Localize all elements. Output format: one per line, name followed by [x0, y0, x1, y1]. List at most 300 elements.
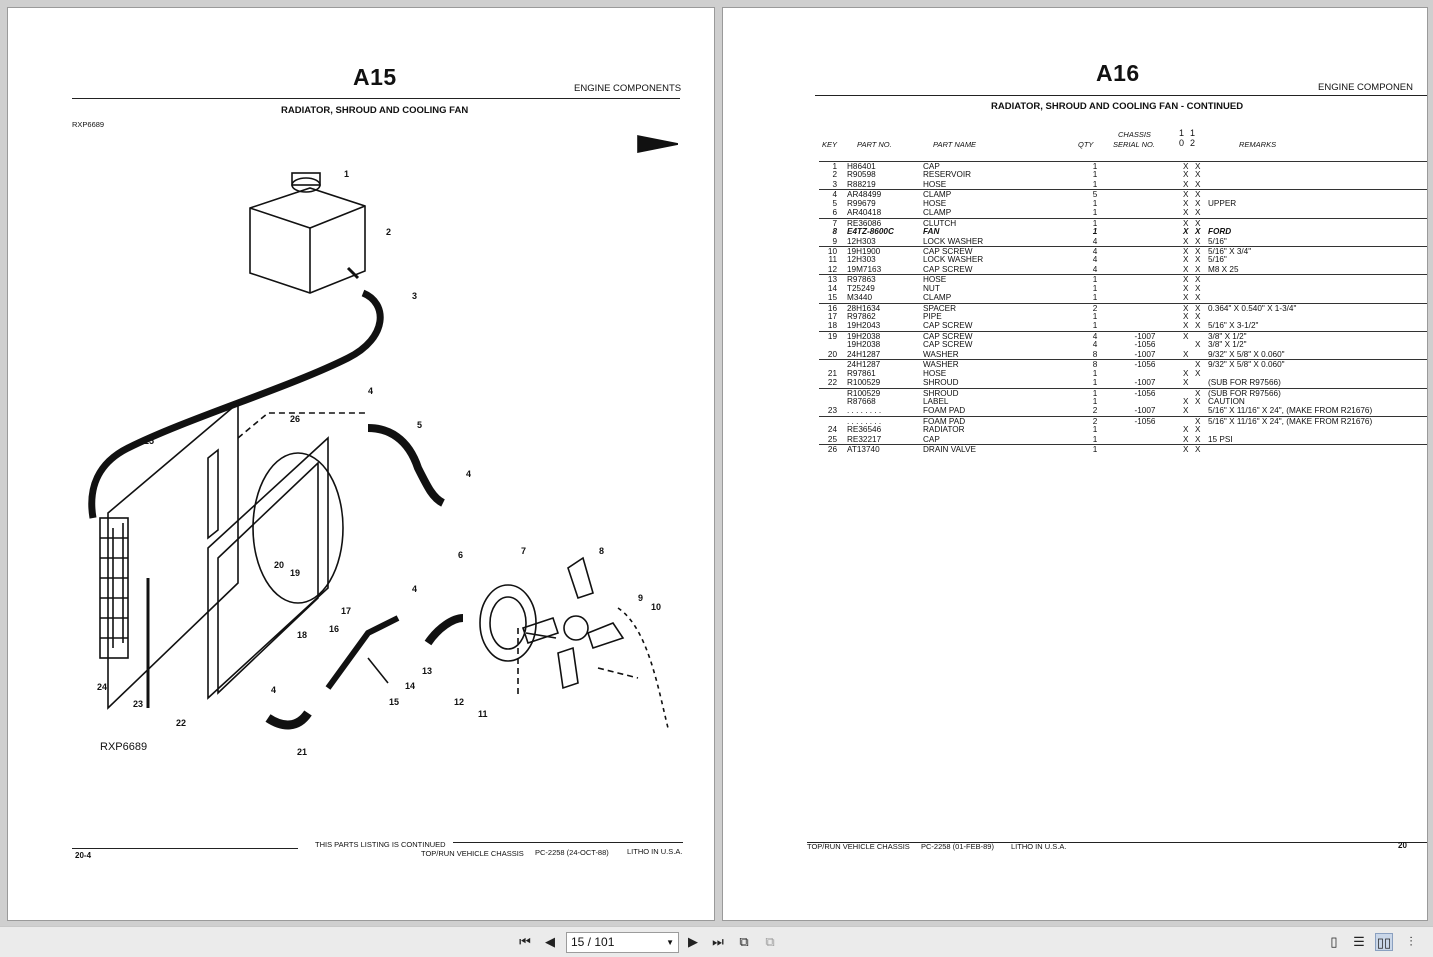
cell-qty: 1	[1092, 378, 1098, 388]
cell-x1: X	[1183, 378, 1189, 388]
cell-x1: X	[1183, 255, 1189, 265]
cell-x2: X	[1195, 388, 1201, 398]
table-row	[819, 274, 1428, 283]
rotate-icon[interactable]: ⧉	[739, 934, 749, 949]
cell-part: 19H1900	[847, 246, 881, 256]
page-title: A15	[353, 64, 397, 90]
cell-x2: X	[1195, 208, 1201, 218]
cell-x2: X	[1195, 170, 1201, 180]
section-subtitle: RADIATOR, SHROUD AND COOLING FAN - CONTINUED	[991, 101, 1244, 112]
table-row	[819, 265, 1428, 274]
direction-arrow-icon	[638, 136, 678, 152]
cell-name: LOCK WASHER	[923, 255, 984, 265]
cell-remarks: 0.364" X 0.540" X 1-3/4"	[1208, 303, 1297, 313]
cell-name: CAP	[923, 162, 940, 171]
cell-key: 22	[827, 378, 837, 388]
cell-qty: 1	[1092, 198, 1098, 208]
cell-x1: X	[1183, 170, 1189, 180]
callout-1: 1	[344, 169, 350, 179]
spread-icon[interactable]: ⫶	[1409, 934, 1413, 949]
cell-qty: 1	[1092, 218, 1098, 228]
cell-qty: 1	[1092, 179, 1098, 189]
cell-name: SHROUD	[923, 378, 959, 388]
cell-qty: 1	[1092, 368, 1098, 378]
cell-x2: X	[1195, 340, 1201, 350]
cell-name: LABEL	[923, 396, 949, 406]
cell-name: CLAMP	[923, 190, 952, 200]
cell-x1: X	[1183, 425, 1189, 435]
cell-key: 1	[832, 162, 837, 171]
cell-x1: X	[1183, 293, 1189, 303]
cell-x2: X	[1195, 190, 1201, 200]
cell-name: FAN	[923, 227, 940, 237]
callout-4c: 4	[412, 584, 418, 594]
header-rule	[72, 98, 680, 99]
cell-x1: X	[1183, 303, 1189, 313]
upper-hose-5	[368, 428, 443, 503]
page-number: 20-4	[75, 851, 92, 860]
hose-13	[428, 618, 463, 643]
cell-qty: 1	[1092, 425, 1098, 435]
cell-x2: X	[1195, 198, 1201, 208]
cell-qty: 2	[1092, 416, 1098, 426]
cell-qty: 1	[1092, 445, 1098, 455]
cell-x1: X	[1183, 406, 1189, 416]
cell-name: SHROUD	[923, 388, 959, 398]
cell-key: 7	[832, 218, 837, 228]
two-page-icon[interactable]: ▯▯	[1376, 935, 1392, 950]
cell-part: RE36086	[847, 218, 882, 228]
cell-part: R88219	[847, 179, 876, 189]
cell-x1: X	[1183, 283, 1189, 293]
cell-part: 19H2038	[847, 331, 881, 341]
cell-name: CAP SCREW	[923, 340, 973, 350]
cell-x2: X	[1195, 255, 1201, 265]
cell-key: 12	[827, 264, 837, 274]
page-title: A16	[1096, 60, 1140, 86]
callout-7: 7	[521, 546, 527, 556]
cell-part: AR40418	[847, 208, 882, 218]
section-label: ENGINE COMPONEN	[1318, 82, 1414, 93]
cell-key: 10	[827, 246, 837, 256]
cell-part: RE32217	[847, 434, 882, 444]
cell-name: RADIATOR	[923, 425, 965, 435]
cell-x1: X	[1183, 190, 1189, 200]
fan-opening	[253, 453, 343, 603]
cell-key: 4	[832, 190, 837, 200]
cell-part: R87668	[847, 396, 876, 406]
cell-x1: X	[1183, 264, 1189, 274]
cell-x1: X	[1183, 349, 1189, 359]
cell-key: 8	[832, 227, 837, 237]
col-header-2-top: 1	[1190, 128, 1196, 138]
cell-remarks: 5/16"	[1208, 255, 1227, 265]
cell-key: 19	[827, 331, 837, 341]
cell-remarks: M8 X 25	[1208, 264, 1239, 274]
cell-serial: -1056	[1134, 388, 1156, 398]
cell-qty: 4	[1092, 264, 1098, 274]
col-header-1-top: 1	[1179, 128, 1185, 138]
table-row	[819, 180, 1428, 189]
cell-part: . . . . . . . .	[847, 416, 882, 426]
cell-x2: X	[1195, 312, 1201, 321]
exploded-parts-diagram	[68, 128, 678, 768]
callout-11: 11	[478, 709, 488, 719]
cell-x2: X	[1195, 360, 1201, 370]
cell-key: 18	[827, 321, 837, 331]
cell-name: FOAM PAD	[923, 416, 966, 426]
cell-x2: X	[1195, 445, 1201, 455]
footer-chassis: TOP/RUN VEHICLE CHASSIS	[807, 842, 910, 851]
callout-4d: 4	[271, 685, 277, 695]
cell-part: 19M7163	[847, 264, 882, 274]
cell-key: 2	[832, 170, 837, 180]
cell-remarks: 5/16" X 11/16" X 24", (MAKE FROM R21676)	[1208, 406, 1373, 416]
table-row	[819, 303, 1428, 312]
cell-key: 3	[832, 179, 837, 189]
cell-qty: 1	[1092, 321, 1098, 331]
rotate-alt-icon[interactable]: ⧉	[765, 934, 775, 949]
callout-18: 18	[297, 630, 308, 640]
callout-26: 26	[290, 414, 301, 424]
cell-x2: X	[1195, 236, 1201, 246]
cell-qty: 4	[1092, 331, 1098, 341]
cell-name: NUT	[923, 283, 940, 293]
cell-serial: -1056	[1134, 340, 1156, 350]
cell-part: . . . . . . . .	[847, 406, 882, 416]
cell-name: HOSE	[923, 275, 947, 285]
table-row	[819, 255, 1428, 264]
callout-5: 5	[417, 420, 423, 430]
cell-x2: X	[1195, 283, 1201, 293]
col-header-part-no: PART NO.	[857, 140, 892, 149]
table-row	[819, 378, 1428, 387]
callout-9: 9	[638, 593, 644, 603]
reservoir	[250, 188, 365, 293]
cell-name: CAP SCREW	[923, 321, 973, 331]
page-left	[7, 7, 715, 921]
cell-qty: 2	[1092, 406, 1098, 416]
parts-table	[819, 161, 1428, 454]
cell-key: 17	[827, 312, 837, 321]
table-row	[819, 321, 1428, 330]
callout-2: 2	[386, 227, 392, 237]
footer-rule-left	[72, 848, 298, 849]
cell-name: CAP SCREW	[923, 331, 973, 341]
cell-x1: X	[1183, 179, 1189, 189]
cell-key: 9	[832, 236, 837, 246]
cell-remarks: 9/32" X 5/8" X 0.060"	[1208, 360, 1285, 370]
cell-name: LOCK WASHER	[923, 236, 984, 246]
callout-13: 13	[422, 666, 433, 676]
cell-remarks: (SUB FOR R97566)	[1208, 388, 1281, 398]
cell-x2: X	[1195, 434, 1201, 444]
table-row	[819, 359, 1428, 368]
col-header-part-name: PART NAME	[933, 140, 977, 149]
cell-key: 24	[827, 425, 837, 435]
next-page-icon[interactable]: ▶	[688, 934, 698, 949]
cell-x1: X	[1183, 208, 1189, 218]
cell-name: WASHER	[923, 360, 959, 370]
cell-qty: 4	[1092, 340, 1098, 350]
cell-serial: -1007	[1134, 406, 1156, 416]
cell-name: CLAMP	[923, 208, 952, 218]
table-row	[819, 312, 1428, 321]
page-right	[722, 7, 1428, 921]
first-page-icon[interactable]: ⏮	[519, 934, 531, 949]
cell-name: PIPE	[923, 312, 942, 321]
cell-qty: 1	[1092, 293, 1098, 303]
page-indicator: 15 / 101	[571, 935, 615, 949]
cell-x2: X	[1195, 416, 1201, 426]
cell-key: 14	[827, 283, 837, 293]
cell-part: AT13740	[847, 445, 880, 455]
cell-x1: X	[1183, 321, 1189, 331]
cell-serial: -1007	[1134, 331, 1156, 341]
cell-key: 20	[827, 349, 837, 359]
hose-21	[268, 713, 308, 725]
cell-part: 19H2043	[847, 321, 881, 331]
footer-rule-right	[453, 842, 683, 843]
cell-key: 13	[827, 275, 837, 285]
cell-part: E4TZ-8600C	[847, 227, 894, 237]
cell-qty: 1	[1092, 170, 1098, 180]
cell-name: HOSE	[923, 198, 947, 208]
cell-key: 21	[827, 368, 837, 378]
table-row	[819, 227, 1428, 236]
table-row	[819, 435, 1428, 444]
callout-23: 23	[133, 699, 144, 709]
cell-x1: X	[1183, 218, 1189, 228]
cell-name: HOSE	[923, 368, 947, 378]
cell-qty: 8	[1092, 360, 1098, 370]
cell-key: 15	[827, 293, 837, 303]
page-number-select[interactable]	[566, 932, 679, 953]
cell-remarks: 3/8" X 1/2"	[1208, 340, 1247, 350]
cell-part: AR48499	[847, 190, 882, 200]
footer-pc: PC-2258 (24-OCT-88)	[535, 848, 609, 857]
cell-part: H86401	[847, 162, 876, 171]
header-rule	[815, 95, 1428, 96]
cell-remarks: 5/16" X 3/4"	[1208, 246, 1252, 256]
cell-qty: 4	[1092, 246, 1098, 256]
table-row	[819, 293, 1428, 302]
continuous-page-icon[interactable]: ☰	[1353, 934, 1365, 949]
col-header-serial: SERIAL NO.	[1113, 140, 1155, 149]
callout-12: 12	[454, 697, 465, 707]
col-header-2-bottom: 2	[1190, 138, 1196, 148]
cell-key: 23	[827, 406, 837, 416]
viewer-toolbar	[0, 926, 1433, 957]
cell-x2: X	[1195, 218, 1201, 228]
cell-name: SPACER	[923, 303, 957, 313]
previous-page-icon[interactable]: ◀	[545, 934, 555, 949]
cell-key: 11	[828, 255, 837, 265]
table-row	[819, 340, 1428, 349]
cell-part: 19H2038	[847, 340, 881, 350]
cell-x1: X	[1183, 236, 1189, 246]
cell-qty: 1	[1092, 227, 1098, 237]
cell-x1: X	[1183, 396, 1189, 406]
table-row	[819, 350, 1428, 359]
cell-x1: X	[1183, 434, 1189, 444]
section-subtitle: RADIATOR, SHROUD AND COOLING FAN	[281, 105, 469, 116]
col-header-qty: QTY	[1078, 140, 1094, 149]
table-row	[819, 406, 1428, 415]
cell-x1: X	[1183, 312, 1189, 321]
footer-pc: PC-2258 (01-FEB-89)	[921, 842, 994, 851]
table-row	[819, 199, 1428, 208]
cell-x2: X	[1195, 396, 1201, 406]
cell-key: 16	[827, 303, 837, 313]
last-page-icon[interactable]: ⏭	[712, 934, 724, 949]
table-row	[819, 161, 1428, 170]
cell-x2: X	[1195, 246, 1201, 256]
shroud	[208, 438, 328, 698]
cell-serial: -1056	[1134, 416, 1156, 426]
table-row	[819, 218, 1428, 227]
callout-16: 16	[329, 624, 340, 634]
cell-x2: X	[1195, 425, 1201, 435]
callout-25: 25	[144, 436, 155, 446]
cell-qty: 2	[1092, 303, 1098, 313]
cell-qty: 1	[1092, 388, 1098, 398]
cell-remarks: CAUTION	[1208, 396, 1245, 406]
table-row	[819, 284, 1428, 293]
callout-17: 17	[341, 606, 352, 616]
footer-litho: LITHO IN U.S.A.	[1011, 842, 1067, 851]
table-row	[819, 237, 1428, 246]
cell-name: CLUTCH	[923, 218, 957, 228]
cooling-fan	[523, 558, 623, 688]
cell-part: 24H1287	[847, 360, 881, 370]
cell-key: 6	[832, 208, 837, 218]
cell-qty: 5	[1092, 190, 1098, 200]
cell-qty: 1	[1092, 434, 1098, 444]
cell-part: R97861	[847, 368, 876, 378]
figure-ref-bottom: RXP6689	[100, 741, 148, 753]
callout-8: 8	[599, 546, 605, 556]
table-row	[819, 397, 1428, 406]
cell-x1: X	[1183, 275, 1189, 285]
cell-name: CLAMP	[923, 293, 952, 303]
cell-name: HOSE	[923, 179, 947, 189]
cell-qty: 4	[1092, 255, 1098, 265]
cell-part: 12H303	[847, 236, 876, 246]
callout-6: 6	[458, 550, 464, 560]
cell-x1: X	[1183, 368, 1189, 378]
cell-qty: 1	[1092, 283, 1098, 293]
single-page-icon[interactable]: ▯	[1330, 934, 1338, 949]
cell-x1: X	[1183, 162, 1189, 171]
cell-key: 26	[827, 445, 837, 455]
table-row	[819, 444, 1428, 453]
figure-ref: RXP6689	[72, 120, 105, 129]
cell-serial: -1056	[1134, 360, 1156, 370]
cell-part: M3440	[847, 293, 873, 303]
table-row	[819, 246, 1428, 255]
cell-name: CAP SCREW	[923, 264, 973, 274]
cell-qty: 8	[1092, 349, 1098, 359]
cell-part: 24H1287	[847, 349, 881, 359]
cell-x1: X	[1183, 331, 1189, 341]
cell-part: R100529	[847, 388, 881, 398]
cell-x2: X	[1195, 162, 1201, 171]
cell-name: FOAM PAD	[923, 406, 966, 416]
cell-serial: -1007	[1134, 378, 1156, 388]
page-number: 20	[1398, 841, 1407, 850]
cell-remarks: 5/16"	[1208, 236, 1227, 246]
cell-part: T25249	[847, 283, 875, 293]
section-label: ENGINE COMPONENTS	[574, 83, 682, 94]
cell-x2: X	[1195, 227, 1201, 237]
col-header-1-bottom: 0	[1179, 138, 1185, 148]
cell-part: RE36546	[847, 425, 882, 435]
callout-19: 19	[290, 568, 301, 578]
cell-x2: X	[1195, 303, 1201, 313]
cell-part: R97863	[847, 275, 876, 285]
callout-4a: 4	[368, 386, 374, 396]
table-row	[819, 369, 1428, 378]
cell-x1: X	[1183, 198, 1189, 208]
cell-part: 28H1634	[847, 303, 881, 313]
table-row	[819, 170, 1428, 179]
cell-remarks: 5/16" X 11/16" X 24", (MAKE FROM R21676)	[1208, 416, 1373, 426]
col-header-remarks: REMARKS	[1239, 140, 1277, 149]
cell-x2: X	[1195, 179, 1201, 189]
cell-part: R99679	[847, 198, 876, 208]
cell-qty: 1	[1092, 312, 1098, 321]
table-row	[819, 388, 1428, 397]
callout-14: 14	[405, 681, 416, 691]
footer-chassis: TOP/RUN VEHICLE CHASSIS	[421, 849, 524, 858]
callout-21: 21	[297, 747, 308, 757]
table-row	[819, 425, 1428, 434]
cell-x2: X	[1195, 368, 1201, 378]
cell-remarks: 15 PSI	[1208, 434, 1233, 444]
table-row	[819, 331, 1428, 340]
cell-qty: 1	[1092, 275, 1098, 285]
callout-24: 24	[97, 682, 108, 692]
cell-remarks: 9/32" X 5/8" X 0.060"	[1208, 349, 1285, 359]
callout-10: 10	[651, 602, 662, 612]
cell-qty: 1	[1092, 162, 1098, 171]
callout-4b: 4	[466, 469, 472, 479]
cell-x1: X	[1183, 246, 1189, 256]
table-row	[819, 189, 1428, 198]
cell-qty: 1	[1092, 208, 1098, 218]
callout-22: 22	[176, 718, 187, 728]
cell-remarks: 3/8" X 1/2"	[1208, 331, 1247, 341]
cell-x2: X	[1195, 275, 1201, 285]
callout-15: 15	[389, 697, 400, 707]
cell-remarks: 5/16" X 3-1/2"	[1208, 321, 1259, 331]
cell-part: R100529	[847, 378, 881, 388]
cell-x2: X	[1195, 264, 1201, 274]
cell-name: WASHER	[923, 349, 959, 359]
cell-x2: X	[1195, 293, 1201, 303]
cell-name: CAP SCREW	[923, 246, 973, 256]
cell-x1: X	[1183, 227, 1189, 237]
cell-name: DRAIN VALVE	[923, 445, 976, 455]
cell-x2: X	[1195, 321, 1201, 331]
cell-part: 12H303	[847, 255, 876, 265]
chevron-down-icon: ▼	[666, 938, 674, 947]
col-header-key: KEY	[822, 140, 838, 149]
table-row	[819, 416, 1428, 425]
cell-qty: 4	[1092, 236, 1098, 246]
cell-name: RESERVOIR	[923, 170, 972, 180]
